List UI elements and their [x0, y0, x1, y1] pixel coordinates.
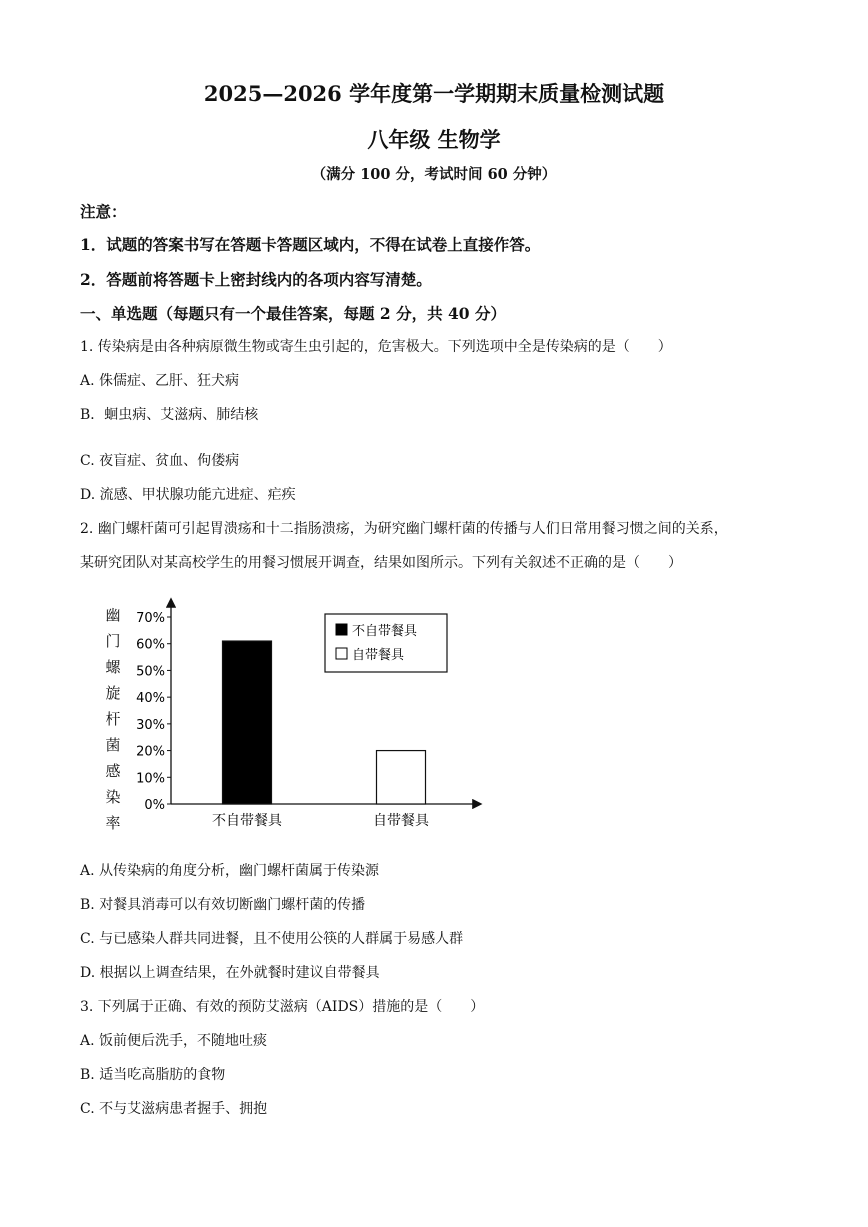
chart-legend: [325, 614, 447, 672]
y-tick-label: 20%: [136, 744, 165, 760]
x-tick-label: 不自带餐具: [212, 813, 282, 829]
legend-label: 自带餐具: [352, 648, 405, 663]
q1-stem: 1. 传染病是由各种病原微生物或寄生虫引起的，危害极大。下列选项中全是传染病的是（ ）: [80, 339, 672, 355]
legend-label: 不自带餐具: [352, 624, 418, 639]
ylabel-char: 门: [105, 632, 121, 650]
legend-swatch-empty: [336, 648, 347, 659]
q1-option-d: D. 流感、甲状腺功能亢进症、疟疾: [80, 487, 296, 503]
ylabel-char: 螺: [105, 658, 121, 676]
y-tick-label: 0%: [144, 798, 165, 813]
bar: [377, 751, 426, 804]
y-tick-label: 50%: [136, 664, 165, 680]
q2-option-b: B. 对餐具消毒可以有效切断幽门螺杆菌的传播: [80, 897, 366, 913]
q1-option-c: C. 夜盲症、贫血、佝偻病: [80, 453, 240, 469]
infection-rate-chart: [130, 590, 510, 840]
q1-option-a: A. 侏儒症、乙肝、狂犬病: [80, 373, 240, 389]
note-item: 1．试题的答案书写在答题卡答题区域内，不得在试卷上直接作答。: [80, 235, 541, 254]
x-tick-label: 自带餐具: [373, 813, 429, 829]
ylabel-char: 染: [105, 788, 121, 806]
q1-option-b: B．蛔虫病、艾滋病、肺结核: [80, 407, 259, 423]
exam-info: （满分 100 分，考试时间 60 分钟）: [311, 166, 557, 183]
y-tick-label: 70%: [136, 611, 165, 626]
ylabel-char: 率: [105, 814, 121, 832]
y-tick-label: 10%: [136, 771, 165, 787]
q2-option-c: C. 与已感染人群共同进餐，且不使用公筷的人群属于易感人群: [80, 931, 464, 947]
q3-option-a: A. 饭前便后洗手，不随地吐痰: [80, 1033, 268, 1049]
ylabel-char: 感: [105, 762, 121, 780]
bar: [223, 641, 272, 804]
legend-swatch-filled: [336, 624, 347, 635]
q2-option-d: D. 根据以上调查结果，在外就餐时建议自带餐具: [80, 965, 380, 981]
y-tick-label: 30%: [136, 717, 165, 733]
section-heading: 一、单选题（每题只有一个最佳答案，每题 2 分，共 40 分）: [80, 304, 506, 323]
q2-stem-line1: 2. 幽门螺杆菌可引起胃溃疡和十二指肠溃疡，为研究幽门螺杆菌的传播与人们日常用餐习惯之间的关系，: [80, 521, 728, 537]
q2-stem-line2: 某研究团队对某高校学生的用餐习惯展开调查，结果如图所示。下列有关叙述不正确的是（ ）: [80, 555, 682, 571]
legend-box: [325, 614, 447, 672]
ylabel-char: 旋: [105, 684, 121, 702]
exam-title: 2025—2026 学年度第一学期期末质量检测试题: [203, 81, 665, 106]
grade-subject: 八年级 生物学: [367, 127, 501, 152]
q3-stem: 3. 下列属于正确、有效的预防艾滋病（AIDS）措施的是（ ）: [80, 999, 485, 1015]
q3-option-b: B. 适当吃高脂肪的食物: [80, 1067, 226, 1083]
notes-heading: 注意：: [80, 202, 127, 221]
q2-option-a: A. 从传染病的角度分析，幽门螺杆菌属于传染源: [80, 863, 380, 879]
chart-ylabel: [104, 602, 122, 836]
y-tick-label: 60%: [136, 637, 165, 653]
ylabel-char: 幽: [105, 606, 121, 624]
ylabel-char: 菌: [105, 736, 121, 754]
note-item: 2．答题前将答题卡上密封线内的各项内容写清楚。: [80, 270, 432, 289]
y-tick-label: 40%: [136, 691, 165, 707]
q3-option-c: C. 不与艾滋病患者握手、拥抱: [80, 1101, 268, 1117]
ylabel-char: 杆: [105, 710, 121, 728]
